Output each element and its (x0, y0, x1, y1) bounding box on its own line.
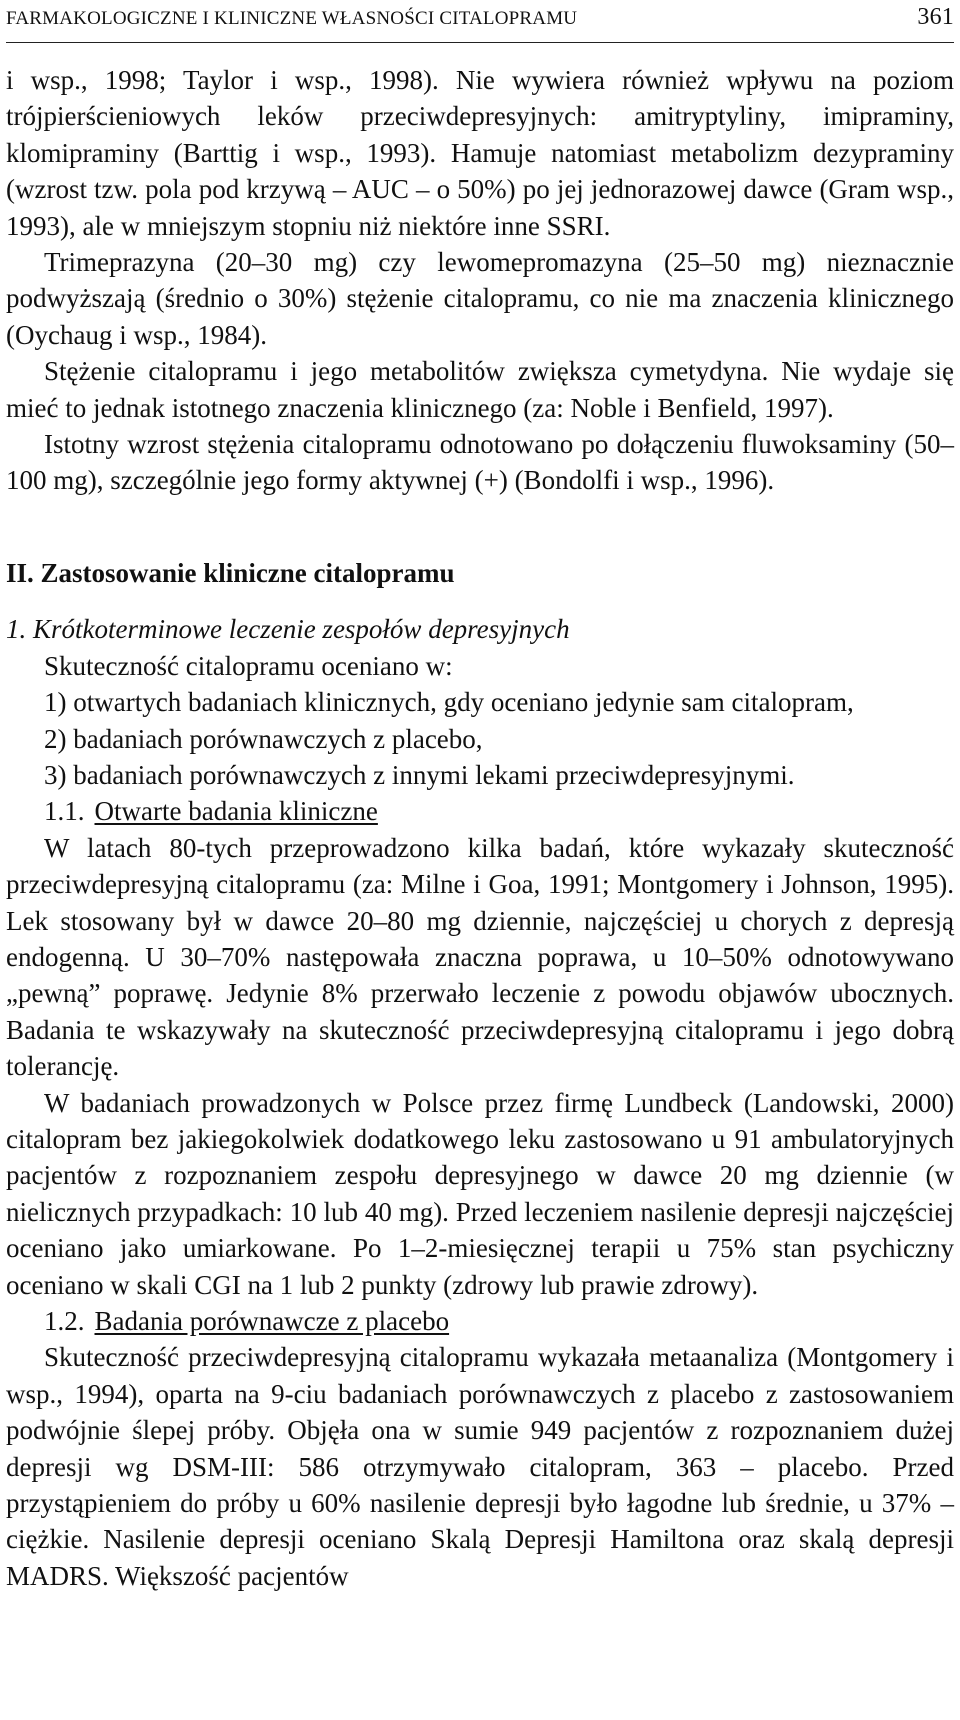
subsubsection-title: Otwarte badania kliniczne (94, 796, 378, 827)
subsection-heading: 1. Krótkoterminowe leczenie zespołów depresyjnych (6, 614, 570, 645)
subsubsection-heading-placebo (6, 1303, 954, 1339)
paragraph-fluvoxamine: Istotny wzrost stężenia citalopramu odnotowano po dołączeniu fluwoksaminy (50–100 mg), szczególnie jego formy aktywnej (+) (Bondolfi i wsp., 1996). (6, 429, 954, 496)
paragraph-placebo-metaanalysis: Skuteczność przeciwdepresyjną citalopramu wykazała metaanaliza (Montgomery i wsp., 1994), oparta na 9-ciu badaniach porównawczych z placebo z zastosowaniem podwójnie ślepej próby. Objęła ona w sumie 949 pacjentów z rozpoznaniem dużej depresji wg DSM-III: 586 otrzymywało citalopram, 363 – placebo. Przed przystąpieniem do próby u 60% nasilenie depresji było łagodne lub średnie, u 37% – ciężkie. Nasilenie depresji oceniano Skalą Depresji Hamiltona oraz skalą depresji MADRS. Większość pacjentów (6, 1342, 954, 1591)
page-body (6, 62, 954, 1594)
paragraph-trimeprazine: Trimeprazyna (20–30 mg) czy lewomepromazyna (25–50 mg) nieznacznie podwyższają (średnio o 30%) stężenie citalopramu, co nie ma znaczenia klinicznego (Oychaug i wsp., 1984). (6, 247, 954, 350)
paragraph-open-trials: W latach 80-tych przeprowadzono kilka badań, które wykazały skuteczność przeciwdepresyjną citalopramu (za: Milne i Goa, 1991; Montgomery i Johnson, 1995). Lek stosowany był w dawce 20–80 mg dziennie, najczęściej u chorych z depresją endogenną. U 30–70% następowała znaczna poprawa, u 10–50% odnotowywano „pewną” poprawę. Jedynie 8% przerwało leczenie z powodu objawów ubocznych. Badania te wskazywały na skuteczność przeciwdepresyjną citalopramu i jego dobrą tolerancję. (6, 832, 954, 1082)
subsubsection-number: 1.2. (44, 1306, 85, 1336)
subsubsection-heading-open-trials (6, 793, 954, 829)
subsection-intro: Skuteczność citalopramu oceniano w: (44, 650, 453, 681)
paragraph-cimetidine: Stężenie citalopramu i jego metabolitów zwiększa cymetydyna. Nie wydaje się mieć to jednak istotnego znaczenia klinicznego (za: Noble i Benfield, 1997). (6, 356, 954, 423)
paragraph-polish-study: W badaniach prowadzonych w Polsce przez firmę Lundbeck (Landowski, 2000) citalopram bez jakiegokolwiek dodatkowego leku zastosowano u 91 ambulatoryjnych pacjentów z rozpoznaniem zespołu depresyjnego w dawce 20 mg dziennie (w nielicznych przypadkach: 10 lub 40 mg). Przed leczeniem nasilenie depresji najczęściej oceniano jako umiarkowane. Po 1–2-miesięcznej terapii u 75% stan psychiczny oceniano w skali CGI na 1 lub 2 punkty (zdrowy lub prawie zdrowy). (6, 1087, 954, 1300)
subsubsection-number: 1.1. (44, 796, 85, 827)
paragraph-interactions-tricyclics: i wsp., 1998; Taylor i wsp., 1998). Nie wywiera również wpływu na poziom trójpierścieniowych leków przeciwdepresyjnych: amitryptyliny, imipraminy, klomipraminy (Barttig i wsp., 1993). Hamuje natomiast metabolizm dezypraminy (wzrost tzw. pola pod krzywą – AUC – o 50%) po jej jednorazowej dawce (Gram wsp., 1993), ale w mniejszym stopniu niż niektóre inne SSRI. (6, 65, 954, 241)
running-title: FARMAKOLOGICZNE I KLINICZNE WŁASNOŚCI CITALOPRAMU (6, 8, 578, 29)
list-item: 3) badaniach porównawczych z innymi lekami przeciwdepresyjnymi. (44, 759, 795, 790)
list-item: 1) otwartych badaniach klinicznych, gdy oceniano jedynie sam citalopram, (44, 687, 854, 718)
section-heading: II. Zastosowanie kliniczne citalopramu (6, 557, 455, 588)
running-header (6, 4, 954, 43)
subsubsection-title: Badania porównawcze z placebo (94, 1306, 450, 1336)
page-number: 361 (917, 4, 954, 30)
list-item: 2) badaniach porównawczych z placebo, (44, 723, 483, 754)
